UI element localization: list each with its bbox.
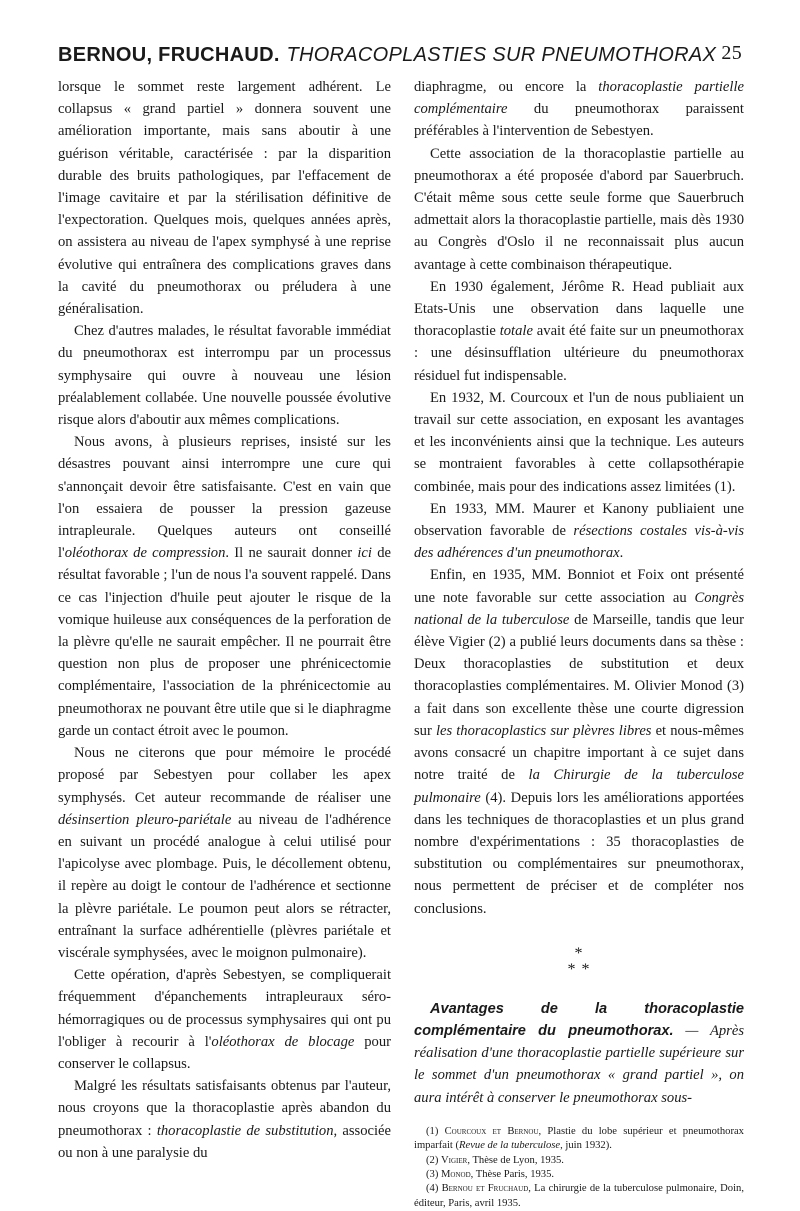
footnote: (4) Bernou et Fruchaud, La chirurgie de la tuberculose pulmonaire, Doin, éditeur, Paris, avril 1935.	[414, 1183, 744, 1209]
paragraph: diaphragme, ou encore la thoracoplastie partielle complémentaire du pneumothorax paraissent préférables à l'intervention de Sebestyen.	[414, 79, 744, 140]
paragraph: Malgré les résultats satisfaisants obtenus par l'auteur, nous croyons que la thoracoplastie après abandon du pneumothorax : thoracoplastie de substitution, associée ou non à une paralysie du	[58, 1078, 391, 1161]
running-header	[58, 42, 742, 68]
paragraph: Cette opération, d'après Sebestyen, se compliquerait fréquemment d'épanchements intrapleuraux séro-hémorragiques ou de processus symphysaires qui ont pu l'obliger à recourir à l'oléothorax de blocage pour conserver le collapsus.	[58, 967, 392, 1072]
footnote: (3) Monod, Thèse Paris, 1935.	[426, 1168, 555, 1180]
right-column	[414, 76, 744, 1211]
paragraph: En 1933, MM. Maurer et Kanony publiaient une observation favorable de résections costales vis-à-vis des adhérences d'un pneumothorax.	[414, 500, 744, 562]
asterism-top: *	[574, 944, 584, 962]
paragraph: Nous avons, à plusieurs reprises, insisté sur les désastres pouvant ainsi interrompre une cure qui s'annonçait devoir être satisfaisante. C'est en vain que l'on essaiera de pousser la pression gazeuse intrapleurale. Quelques auteurs ont conseillé l'oléothorax de compression. Il ne saurait donner ici de résultat favorable ; l'un de nous l'a souvent rappelé. Dans ce cas l'injection d'huile peut ajouter le risque de la vomique huileuse aux conséquences de la perforation de la plèvre qu'elle ne saurait empêcher. Il ne pourrait être question non plus de proposer une phrénicectomie complémentaire, l'association de la phrénicectomie au pneumothorax ne pouvant être utile que si le diaphragme garde un contact étroit avec le poumon.	[58, 434, 391, 739]
paragraph: En 1932, M. Courcoux et l'un de nous publiaient un travail sur cette association, en exposant les avantages et les inconvénients ainsi que la technique. Les auteurs se montraient favorables à cette collapsothérapie combinée, mais pour des indications assez limitées (1).	[414, 389, 744, 495]
footnote: (1) Courcoux et Bernou, Plastie du lobe supérieur et pneumothorax imparfait (Revue de la tuberculose, juin 1932).	[414, 1125, 744, 1152]
header-title: THORACOPLASTIES SUR PNEUMOTHORAX	[286, 44, 717, 66]
section-paragraph: Avantages de la thoracoplastie complémentaire du pneumothorax. — Après réalisation d'une thoracoplastie partielle supérieure sur le sommet d'un pneumothorax « grand partiel », on aura intérêt à conserver le pneumothorax sous-	[414, 1000, 744, 1106]
asterism-bottom: * *	[567, 960, 591, 978]
page-number: 25	[721, 42, 742, 64]
header-authors: BERNOU, FRUCHAUD.	[58, 44, 280, 66]
paragraph: lorsque le sommet reste largement adhérent. Le collapsus « grand partiel » donnera souvent une amélioration importante, mais sans aboutir à une guérison véritable, caractérisée : par la disparition durable des bruits pathologiques, par l'effacement de l'image cavitaire et par la stérilisation définitive de l'expectoration. Quelques mois, quelques années après, on assistera au niveau de l'apex symphysé à une reprise évolutive qui entraînera des complications graves dans la cavité du pneumothorax ou préludera à une généralisation.	[58, 79, 391, 318]
paragraph: Chez d'autres malades, le résultat favorable immédiat du pneumothorax est interrompu par un processus symphysaire qui ouvre à nouveau une lésion préalablement collabée. Une nouvelle poussée évolutive risque alors d'aboutir aux mêmes complications.	[58, 323, 391, 429]
section-heading: Avantages de la thoracoplastie complémentaire du pneumothorax.	[414, 1000, 744, 1039]
left-column	[58, 76, 391, 1164]
paragraph: Nous ne citerons que pour mémoire le procédé proposé par Sebestyen pour collaber les apex symphysés. Cet auteur recommande de réaliser une désinsertion pleuro-pariétale au niveau de l'adhérence en suivant un procédé analogue à celui utilisé pour l'apicolyse avec plombage. Puis, le décollement obtenu, il repère au doigt le contour de l'adhérence et sectionne la plèvre pariétale. Le poumon peut alors se rétracter, entraînant la surface adhérentielle (plèvres pariétale et viscérale symphysées, avec le moignon pulmonaire).	[58, 745, 391, 961]
footnote: (2) Vigier, Thèse de Lyon, 1935.	[426, 1154, 564, 1166]
paragraph: Enfin, en 1935, MM. Bonniot et Foix ont présenté une note favorable sur cette association au Congrès national de la tuberculose de Marseille, tandis que leur élève Vigier (2) a publié leurs documents dans sa thèse : Deux thoracoplasties de substitution et deux thoracoplasties complémentaires. M. Olivier Monod (3) a fait dans son excellente thèse une courte digression sur les thoracoplastics sur plèvres libres et nous-mêmes avons consacré un chapitre important à ce sujet dans notre traité de la Chirurgie de la tuberculose pulmonaire (4). Depuis lors les améliorations apportées dans les techniques de thoracoplasties et un plus grand nombre d'expérimentations : 35 thoracoplasties de substitution ou complémentaires sur pneumothorax, nous permettent de préciser et de compléter nos conclusions.	[414, 567, 744, 917]
paragraph: En 1930 également, Jérôme R. Head publiait aux Etats-Unis une observation dans laquelle une thoracoplastie totale avait été faite sur un pneumothorax : une désinsufflation ultérieure du pneumothorax résiduel fut indispensable.	[414, 278, 744, 384]
footnotes	[414, 1125, 744, 1211]
section-separator	[414, 946, 744, 978]
paragraph: Cette association de la thoracoplastie partielle au pneumothorax a été proposée d'abord par Sauerbruch. C'était même sous cette seule forme que Sauerbruch admettait alors la thoracoplastie partielle, mais dès 1930 au Congrès d'Oslo il ne reconnaissait plus aucun avantage à cette combinaison thérapeutique.	[414, 145, 744, 273]
